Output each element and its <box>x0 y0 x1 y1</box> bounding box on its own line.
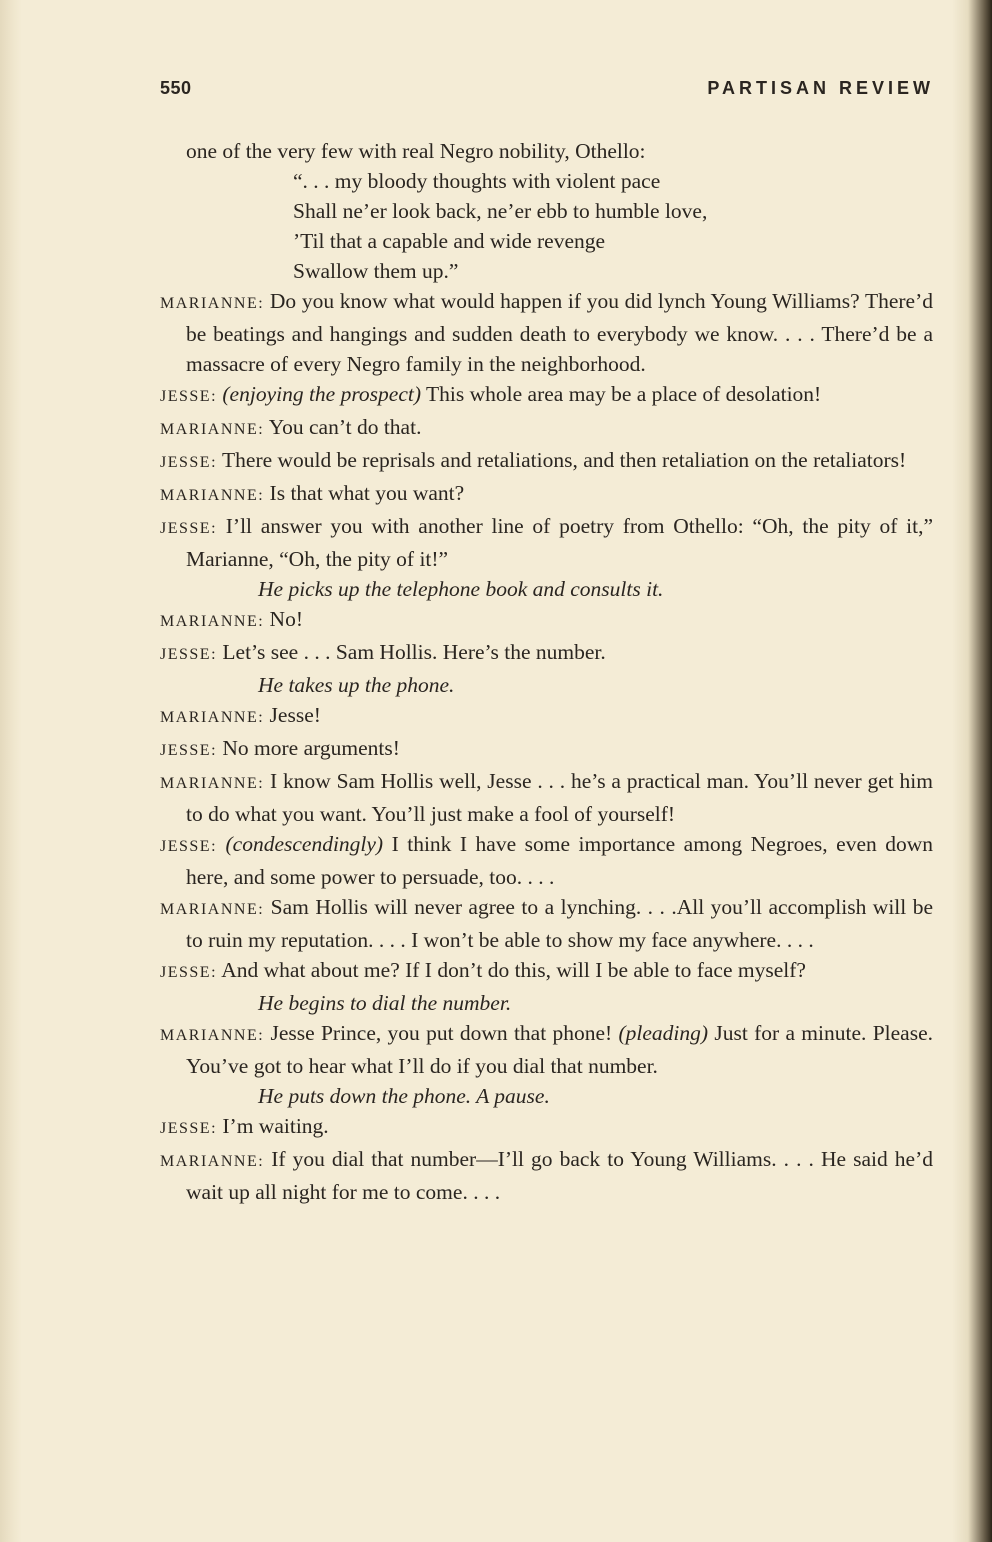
speaker-name: MARIANNE: <box>160 1153 265 1170</box>
speech-text: I’ll answer you with another line of poetry from Othello: “Oh, the pity of it,” Marianne, “Oh, the pity of it!” <box>186 514 934 571</box>
body-text <box>160 136 933 1207</box>
speech-text: Sam Hollis will never agree to a lynching. . . .All you’ll accomplish will be to ruin my reputation. . . . I won’t be able to show my face anywhere. . . . <box>186 895 934 952</box>
speech-text: Jesse! <box>269 703 321 727</box>
speaker-name: MARIANNE: <box>160 613 265 630</box>
speech-text: No more arguments! <box>222 736 400 760</box>
speech <box>160 700 933 733</box>
page-edge-left <box>0 0 22 1542</box>
page-binding-shadow <box>952 0 992 1542</box>
speech-text: I think I have some importance among Negroes, even down here, and some power to persuade, too. . . . <box>186 832 933 889</box>
speech-text: There would be reprisals and retaliations, and then retaliation on the retaliators! <box>222 448 907 472</box>
speech-text: Just for a minute. Please. You’ve got to hear what I’ll do if you dial that number. <box>186 1021 933 1078</box>
speaker-name: JESSE: <box>160 646 218 663</box>
speaker-name: MARIANNE: <box>160 901 265 918</box>
speech <box>160 478 933 511</box>
journal-title: PARTISAN REVIEW <box>707 78 934 98</box>
stage-direction: He takes up the phone. <box>258 673 455 697</box>
speech-text: Is that what you want? <box>269 481 465 505</box>
inline-direction: (pleading) <box>618 1021 709 1045</box>
speaker-name: JESSE: <box>160 388 218 405</box>
speech <box>160 511 933 574</box>
speaker-name: JESSE: <box>160 454 218 471</box>
speaker-name: MARIANNE: <box>160 295 265 312</box>
speaker-name: JESSE: <box>160 742 218 759</box>
speech <box>160 766 933 829</box>
page-number: 550 <box>160 78 192 98</box>
stage-direction: He begins to dial the number. <box>258 991 512 1015</box>
inline-direction: (enjoying the prospect) <box>222 382 422 406</box>
speech <box>160 955 933 988</box>
speaker-name: JESSE: <box>160 1120 218 1137</box>
inline-direction: (condescendingly) <box>225 832 384 856</box>
speech <box>160 412 933 445</box>
speech <box>160 637 933 670</box>
speaker-name: MARIANNE: <box>160 709 265 726</box>
speech <box>160 379 933 412</box>
speech <box>160 829 933 892</box>
speech-text: I’m waiting. <box>222 1114 329 1138</box>
speech <box>160 733 933 766</box>
running-header <box>160 78 934 104</box>
speech <box>160 286 933 379</box>
speech-text: Do you know what would happen if you did lynch Young Williams? There’d be beatings and hangings and sudden death to everybody we know. . . . There’d be a massacre of every Negro family in the neighborhood. <box>186 289 933 376</box>
speech-text: This whole area may be a place of desolation! <box>426 382 822 406</box>
speaker-name: MARIANNE: <box>160 775 265 792</box>
verse-line: Swallow them up.” <box>293 259 459 283</box>
stage-direction: He picks up the telephone book and consults it. <box>258 577 664 601</box>
speech <box>160 892 933 955</box>
speaker-name: JESSE: <box>160 520 218 537</box>
speech-text: Jesse Prince, you put down that phone! <box>270 1021 613 1045</box>
speaker-name: JESSE: <box>160 964 218 981</box>
dialogue <box>160 286 933 1207</box>
speech <box>160 604 933 637</box>
speech <box>160 1018 933 1081</box>
stage-direction: He puts down the phone. A pause. <box>258 1084 550 1108</box>
speaker-name: MARIANNE: <box>160 1027 265 1044</box>
speech <box>160 445 933 478</box>
verse-line: Shall ne’er look back, ne’er ebb to humble love, <box>293 199 708 223</box>
speaker-name: JESSE: <box>160 838 218 855</box>
speaker-name: MARIANNE: <box>160 487 265 504</box>
intro-line: one of the very few with real Negro nobility, Othello: <box>186 139 646 163</box>
verse-line: “. . . my bloody thoughts with violent pace <box>293 169 661 193</box>
speech-text: You can’t do that. <box>268 415 422 439</box>
speaker-name: MARIANNE: <box>160 421 265 438</box>
speech-text: And what about me? If I don’t do this, will I be able to face myself? <box>221 958 806 982</box>
speech <box>160 1111 933 1144</box>
speech-text: Let’s see . . . Sam Hollis. Here’s the number. <box>222 640 606 664</box>
speech <box>160 1144 933 1207</box>
verse-line: ’Til that a capable and wide revenge <box>293 229 606 253</box>
speech-text: I know Sam Hollis well, Jesse . . . he’s a practical man. You’ll never get him to do what you want. You’ll just make a fool of yourself! <box>186 769 934 826</box>
speech-text: No! <box>269 607 303 631</box>
speech-text: If you dial that number—I’ll go back to Young Williams. . . . He said he’d wait up all night for me to come. . . . <box>186 1147 933 1204</box>
